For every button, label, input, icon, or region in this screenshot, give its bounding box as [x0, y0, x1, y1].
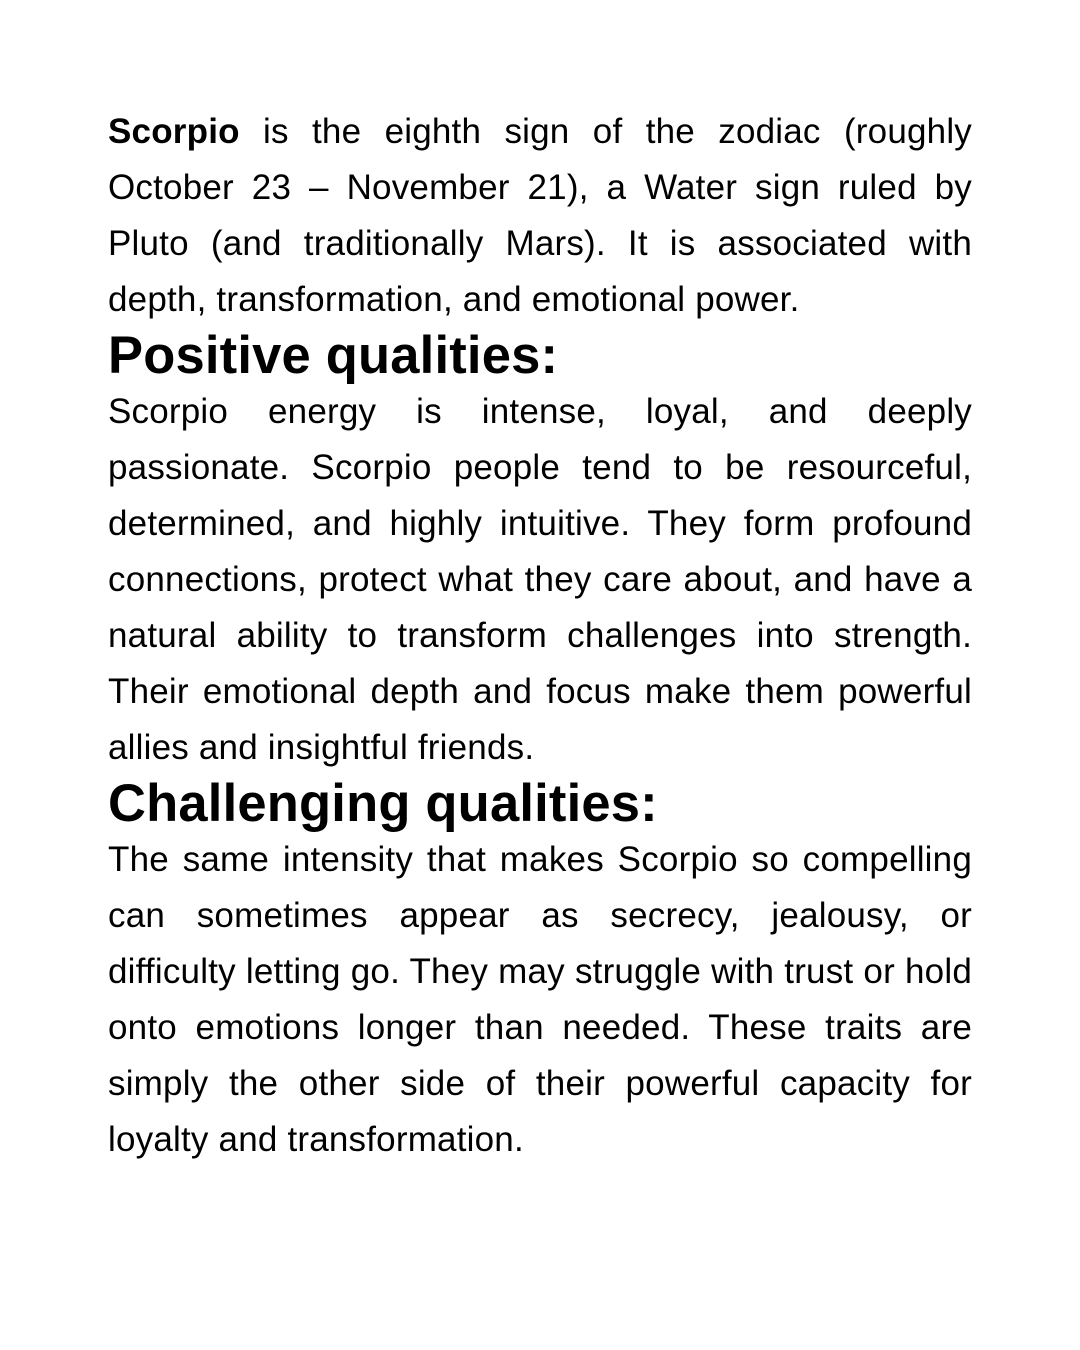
challenging-qualities-paragraph: The same intensity that makes Scorpio so compelling can sometimes appear as secrecy, jealousy, or difficulty letting go. They may struggle with trust or hold onto emotions longer than needed. These traits are simply the other side of their powerful capacity for loyalty and transformation. [108, 840, 972, 1159]
document-body [108, 104, 972, 1168]
sign-name: Scorpio [108, 112, 240, 151]
intro-paragraph [108, 104, 972, 328]
positive-qualities-heading: Positive qualities: [108, 326, 559, 385]
positive-qualities-paragraph: Scorpio energy is intense, loyal, and deeply passionate. Scorpio people tend to be resourceful, determined, and highly intuitive. They form profound connections, protect what they care about, and have a natural ability to transform challenges into strength. Their emotional depth and focus make them powerful allies and insightful friends. [108, 392, 972, 767]
intro-text: is the eighth sign of the zodiac (roughly October 23 – November 21), a Water sign ruled by Pluto (and traditionally Mars). It is associated with depth, transformation, and emotional power. [108, 112, 972, 319]
challenging-qualities-heading: Challenging qualities: [108, 774, 658, 833]
